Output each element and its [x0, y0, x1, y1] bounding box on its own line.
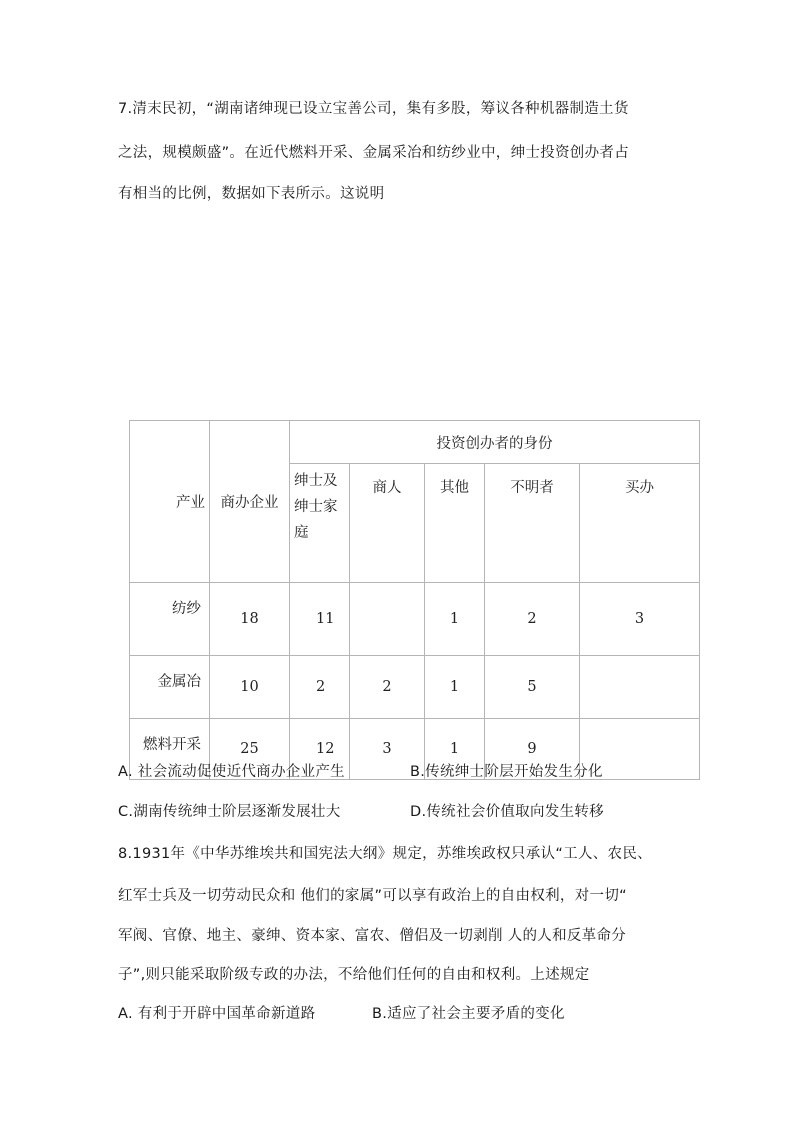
row-merchant: 2: [350, 656, 425, 719]
q8-option-a: A. 有利于开辟中国革命新道路: [118, 1006, 316, 1022]
header-business: 商办企业: [210, 421, 290, 583]
header-investors: 投资创办者的身份: [290, 421, 700, 464]
q8-line-2: 红军士兵及一切劳动民众和 他们的家属”可以享有政治上的自由权利，对一切“: [118, 888, 627, 904]
row-unknown: 9: [485, 719, 580, 780]
row-other: 1: [425, 583, 485, 656]
row-industry: 金属冶: [130, 656, 210, 719]
row-other: 1: [425, 719, 485, 780]
row-industry: 纺纱: [130, 583, 210, 656]
header-comprador: 买办: [580, 464, 700, 583]
q8-line-1: 8.1931年《中华苏维埃共和国宪法大纲》规定，苏维埃政权只承认“工人、农民、: [118, 846, 652, 862]
q7-line-2: 之法，规模颇盛”。在近代燃料开采、金属采冶和纺纱业中，绅士投资创办者占: [118, 145, 630, 161]
row-other: 1: [425, 656, 485, 719]
q7-option-b: B.传统绅士阶层开始发生分化: [410, 764, 603, 780]
row-merchant: [350, 583, 425, 656]
row-business: 18: [210, 583, 290, 656]
row-comprador: [580, 656, 700, 719]
investor-table: [129, 420, 700, 780]
header-other: 其他: [425, 464, 485, 583]
q7-line-3: 有相当的比例，数据如下表所示。这说明: [118, 186, 385, 202]
row-gentry: 11: [290, 583, 350, 656]
row-unknown: 5: [485, 656, 580, 719]
header-merchant: 商人: [350, 464, 425, 583]
q7-option-d: D.传统社会价值取向发生转移: [410, 804, 604, 820]
q7-option-c: C.湖南传统绅士阶层逐渐发展壮大: [118, 804, 341, 820]
table-row: [130, 656, 700, 719]
header-gentry: 绅士及 绅士家 庭: [290, 464, 350, 583]
row-business: 25: [210, 719, 290, 780]
q8-option-b: B.适应了社会主要矛盾的变化: [372, 1006, 565, 1022]
row-merchant: 3: [350, 719, 425, 780]
q8-line-4: 子”,则只能采取阶级专政的办法，不给他们任何的自由和权利。上述规定: [118, 967, 590, 983]
header-unknown: 不明者: [485, 464, 580, 583]
row-gentry: 12: [290, 719, 350, 780]
q7-option-a: A. 社会流动促使近代商办企业产生: [118, 764, 345, 780]
row-unknown: 2: [485, 583, 580, 656]
q8-line-3: 军阀、官僚、地主、豪绅、资本家、富农、僧侣及一切剥削 人的人和反革命分: [118, 928, 627, 944]
row-comprador: 3: [580, 583, 700, 656]
header-industry: 产业: [130, 421, 210, 583]
row-business: 10: [210, 656, 290, 719]
table-row: [130, 583, 700, 656]
row-industry: 燃料开采: [130, 719, 210, 780]
row-gentry: 2: [290, 656, 350, 719]
q7-line-1: 7.清末民初，“湖南诸绅现已设立宝善公司，集有多股，筹议各种机器制造土货: [118, 101, 629, 117]
